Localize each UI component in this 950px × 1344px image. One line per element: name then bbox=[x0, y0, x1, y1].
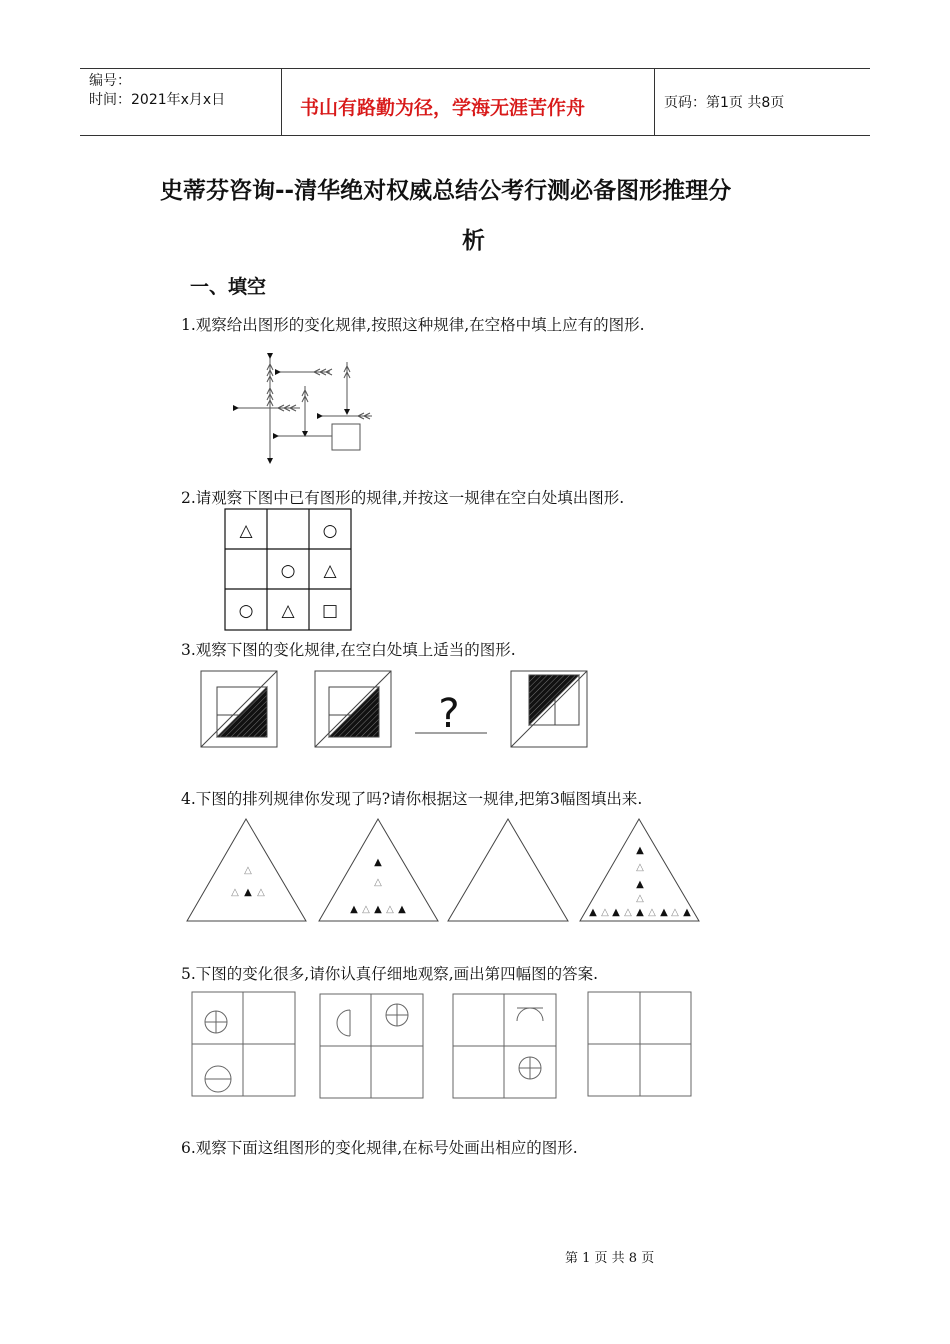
q3-figure-1 bbox=[201, 671, 277, 747]
svg-text:▲: ▲ bbox=[374, 857, 382, 868]
svg-text:△: △ bbox=[244, 865, 252, 876]
svg-text:▲: ▲ bbox=[244, 887, 252, 898]
q3-figures bbox=[195, 665, 595, 755]
svg-text:△: △ bbox=[671, 907, 679, 918]
svg-text:△: △ bbox=[386, 904, 394, 915]
svg-text:▲: ▲ bbox=[683, 907, 691, 918]
svg-text:△: △ bbox=[624, 907, 632, 918]
q2-grid bbox=[224, 508, 354, 633]
header-page-info: 页码：第1页 共8页 bbox=[664, 95, 785, 111]
question-5-text: 5.下图的变化很多,请你认真仔细地观察,画出第四幅图的答案. bbox=[181, 965, 599, 983]
svg-text:△: △ bbox=[362, 904, 370, 915]
svg-text:▲: ▲ bbox=[636, 879, 644, 890]
q5-figure-3 bbox=[453, 994, 556, 1098]
svg-text:▲: ▲ bbox=[612, 907, 620, 918]
svg-text:▲: ▲ bbox=[589, 907, 597, 918]
question-4-text: 4.下图的排列规律你发现了吗?请你根据这一规律,把第3幅图填出来. bbox=[181, 790, 643, 808]
header-top-rule bbox=[80, 68, 870, 69]
q1-blank-square bbox=[332, 424, 360, 450]
q4-triangle-3 bbox=[448, 819, 568, 921]
svg-text:△: △ bbox=[257, 887, 265, 898]
q2-cell-3: ○ bbox=[322, 521, 338, 541]
q3-question-mark: ? bbox=[438, 691, 460, 737]
question-3-text: 3.观察下图的变化规律,在空白处填上适当的图形. bbox=[181, 641, 516, 659]
q5-figures bbox=[190, 990, 696, 1100]
page-title-line1: 史蒂芬咨询--清华绝对权威总结公考行测必备图形推理分 bbox=[160, 178, 732, 204]
q3-figure-4 bbox=[511, 671, 587, 747]
header-divider-right bbox=[654, 68, 655, 136]
svg-text:▲: ▲ bbox=[374, 904, 382, 915]
header-bottom-rule bbox=[80, 135, 870, 136]
q5-figure-4-blank bbox=[588, 992, 691, 1096]
svg-text:△: △ bbox=[636, 862, 644, 873]
q2-cell-8: △ bbox=[281, 601, 295, 621]
q1-arrow-figure bbox=[230, 348, 380, 468]
svg-text:△: △ bbox=[231, 887, 239, 898]
svg-text:△: △ bbox=[636, 893, 644, 904]
svg-text:▲: ▲ bbox=[636, 845, 644, 856]
question-6-text: 6.观察下面这组图形的变化规律,在标号处画出相应的图形. bbox=[181, 1139, 578, 1157]
q2-cell-1: △ bbox=[239, 521, 253, 541]
header-divider-left bbox=[281, 68, 282, 136]
q4-triangles bbox=[185, 815, 705, 927]
svg-text:▲: ▲ bbox=[350, 904, 358, 915]
header-number-label: 编号： bbox=[89, 73, 131, 89]
svg-text:△: △ bbox=[601, 907, 609, 918]
question-1-text: 1.观察给出图形的变化规律,按照这种规律,在空格中填上应有的图形. bbox=[181, 316, 645, 334]
page-title-line2: 析 bbox=[462, 228, 485, 254]
question-2-text: 2.请观察下图中已有图形的规律,并按这一规律在空白处填出图形. bbox=[181, 489, 625, 507]
q2-cell-5: ○ bbox=[280, 561, 296, 581]
header-motto: 书山有路勤为径，学海无涯苦作舟 bbox=[300, 97, 586, 119]
svg-text:△: △ bbox=[374, 877, 382, 888]
q3-figure-2 bbox=[315, 671, 391, 747]
svg-text:▲: ▲ bbox=[636, 907, 644, 918]
svg-text:▲: ▲ bbox=[660, 907, 668, 918]
header-time-label: 时间：2021年x月x日 bbox=[89, 92, 226, 108]
section-heading: 一、填空 bbox=[190, 276, 267, 298]
svg-text:△: △ bbox=[648, 907, 656, 918]
svg-text:▲: ▲ bbox=[398, 904, 406, 915]
q5-figure-1 bbox=[192, 992, 295, 1096]
q2-cell-9: □ bbox=[321, 601, 339, 621]
page-footer: 第 1 页 共 8 页 bbox=[565, 1251, 655, 1266]
q5-figure-2 bbox=[320, 994, 423, 1098]
q2-cell-6: △ bbox=[323, 561, 337, 581]
q2-cell-7: ○ bbox=[238, 601, 254, 621]
